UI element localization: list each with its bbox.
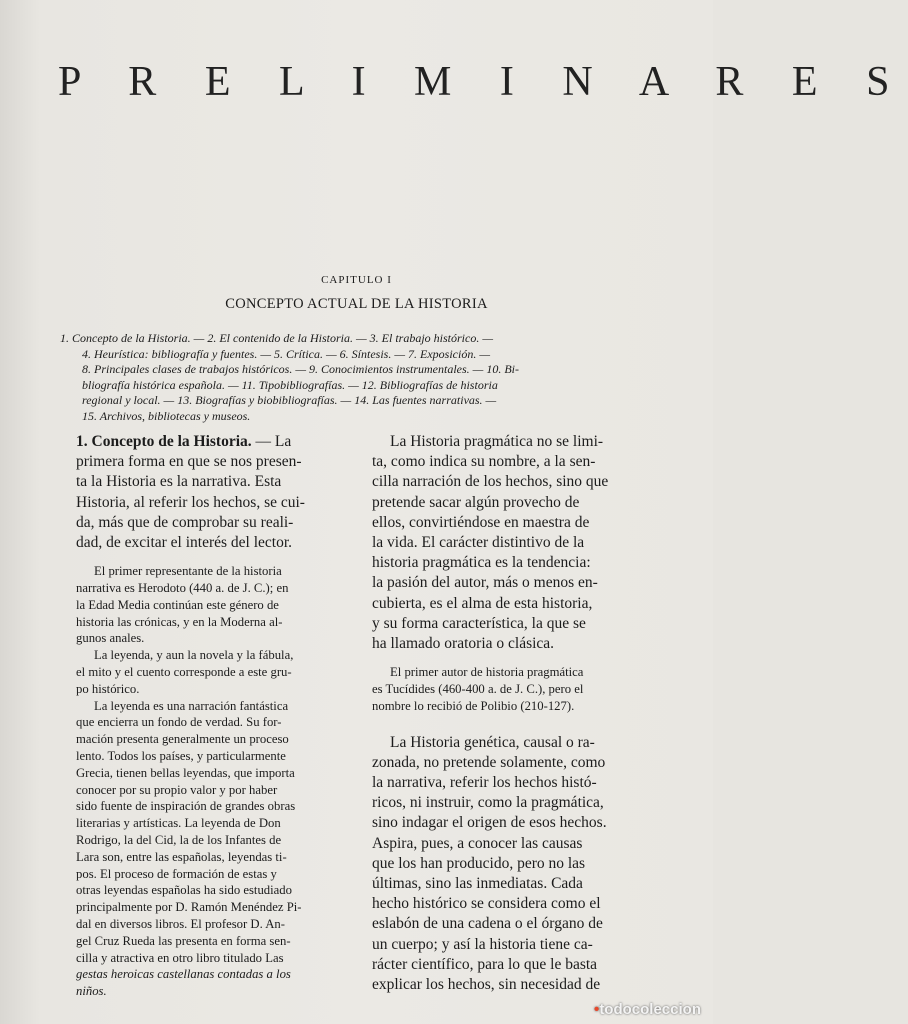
text-line: hecho histórico se considera como el — [372, 895, 601, 913]
summary-line: 1. Concepto de la Historia. — 2. El contenido de la Historia. — 3. El trabajo histórico. — — [60, 331, 493, 345]
text-line: eslabón de una cadena o el órgano de — [372, 915, 603, 933]
section-intro — [76, 432, 344, 553]
text-line: ta, como indica su nombre, a la sen- — [372, 453, 596, 471]
note-line: po histórico. — [76, 681, 140, 696]
note-line: pos. El proceso de formación de estas y — [76, 866, 277, 881]
note-line: gunos anales. — [76, 631, 145, 646]
note-line: La leyenda es una narración fantástica — [94, 698, 289, 713]
text-line: La Historia pragmática no se limi- — [390, 433, 604, 450]
left-column — [76, 432, 344, 1000]
text-line: cubierta, es el alma de esta historia, — [372, 594, 593, 612]
note-line: mación presenta generalmente un proceso — [76, 732, 289, 747]
note-line: otras leyendas españolas ha sido estudiado — [76, 883, 292, 898]
note-line: nombre lo recibió de Polibio (210-127). — [372, 698, 575, 713]
note-line: gel Cruz Rueda las presenta en forma sen- — [76, 933, 291, 948]
text-line: ha llamado oratoria o clásica. — [372, 635, 555, 653]
genetic-history-paragraph — [372, 733, 638, 996]
text-line: pretende sacar algún provecho de — [372, 493, 580, 511]
note-line: El primer representante de la historia — [94, 564, 282, 579]
text-line: Historia, al referir los hechos, se cui- — [76, 493, 305, 511]
note-line: Lara son, entre las españolas, leyendas ti- — [76, 849, 287, 864]
note-line: sido fuente de inspiración de grandes obras — [76, 799, 296, 814]
note-line: literarias y artísticas. La leyenda de Don — [76, 816, 281, 831]
text-line: y su forma característica, la que se — [372, 614, 586, 632]
text-line: que los han producido, pero no las — [372, 854, 586, 872]
text-line: últimas, sino las inmediatas. Cada — [372, 875, 583, 893]
summary-line: regional y local. — 13. Biografías y biobibliografías. — 14. Las fuentes narrativas. — — [82, 393, 497, 408]
text-line: explicar los hechos, sin necesidad de — [372, 976, 601, 994]
text-line: dad, de excitar el interés del lector. — [76, 534, 293, 552]
chapter-summary — [60, 331, 660, 425]
note-line: el mito y el cuento corresponde a este gru- — [76, 665, 292, 679]
text-line: la vida. El carácter distintivo de la — [372, 534, 585, 552]
text-line: zonada, no pretende solamente, como — [372, 753, 606, 771]
text-line: Aspira, pues, a conocer las causas — [372, 834, 583, 852]
note-line: narrativa es Herodoto (440 a. de J. C.); en — [76, 581, 289, 596]
text-line: la pasión del autor, más o menos en- — [372, 574, 598, 592]
summary-line: bliografía histórica española. — 11. Tipobibliografías. — 12. Bibliografías de historia — [82, 377, 498, 392]
note-line: niños. — [76, 984, 107, 999]
summary-line: 4. Heurística: bibliografía y fuentes. — 5. Crítica. — 6. Síntesis. — 7. Exposición. — — [82, 346, 490, 361]
note-line: Rodrigo, la del Cid, la de los Infantes de — [76, 832, 282, 847]
note-line: es Tucídides (460-400 a. de J. C.), pero el — [372, 682, 584, 697]
note-paragraph — [76, 698, 344, 1000]
text-line: da, más que de comprobar su reali- — [76, 513, 294, 531]
note-paragraph — [76, 563, 344, 647]
text-line: La Historia genética, causal o ra- — [390, 733, 595, 751]
chapter-number: CAPITULO I — [321, 274, 392, 286]
right-column — [372, 432, 638, 995]
text-line: primera forma en que se nos presen- — [76, 453, 302, 471]
text-line: ricos, ni instruir, como la pragmática, — [372, 794, 604, 812]
watermark-dot: • — [594, 1001, 600, 1018]
pragmatic-history-paragraph — [372, 432, 638, 654]
summary-line: 15. Archivos, bibliotecas y museos. — [82, 408, 251, 423]
note-line: principalmente por D. Ramón Menéndez Pi- — [76, 900, 302, 915]
chapter-title: CONCEPTO ACTUAL DE LA HISTORIA — [225, 296, 488, 312]
section-heading-rest: — La — [251, 433, 292, 450]
note-line: lento. Todos los países, y particularmente — [76, 748, 286, 763]
note-line: conocer por su propio valor y por haber — [76, 782, 278, 797]
text-line: ta la Historia es la narrativa. Esta — [76, 473, 282, 491]
note-line: dal en diversos libros. El profesor D. An- — [76, 916, 285, 931]
watermark-logo — [594, 1001, 701, 1018]
note-line: gestas heroicas castellanas contadas a los — [76, 967, 291, 982]
note-paragraph — [372, 664, 638, 714]
section-heading-line — [76, 432, 344, 452]
watermark-brand: todocoleccion — [599, 1001, 701, 1018]
text-line: cilla narración de los hechos, sino que — [372, 473, 609, 491]
note-line: Grecia, tienen bellas leyendas, que importa — [76, 765, 295, 780]
section-heading: 1. Concepto de la Historia. — [76, 433, 252, 450]
page-title: P R E L I M I N A R E S — [58, 59, 908, 105]
note-line: que encierra un fondo de verdad. Su for- — [76, 715, 282, 730]
text-line: la narrativa, referir los hechos histó- — [372, 774, 597, 792]
note-line: cilla y atractiva en otro libro titulado Las — [76, 950, 284, 965]
text-line: un cuerpo; y así la historia tiene ca- — [372, 935, 593, 953]
note-line: historia las crónicas, y en la Moderna al- — [76, 614, 283, 629]
text-line: ellos, convirtiéndose en maestra de — [372, 513, 590, 531]
note-line: La leyenda, y aun la novela y la fábula, — [94, 648, 294, 663]
text-line: sino indagar el origen de esos hechos. — [372, 814, 607, 832]
text-line: rácter científico, para lo que le basta — [372, 955, 598, 973]
note-line: la Edad Media continúan este género de — [76, 597, 279, 612]
text-line: historia pragmática es la tendencia: — [372, 554, 591, 572]
note-paragraph — [76, 647, 344, 697]
note-line: El primer autor de historia pragmática — [390, 665, 584, 680]
summary-line: 8. Principales clases de trabajos históricos. — 9. Conocimientos instrumentales. — 10. Bi- — [82, 362, 519, 377]
